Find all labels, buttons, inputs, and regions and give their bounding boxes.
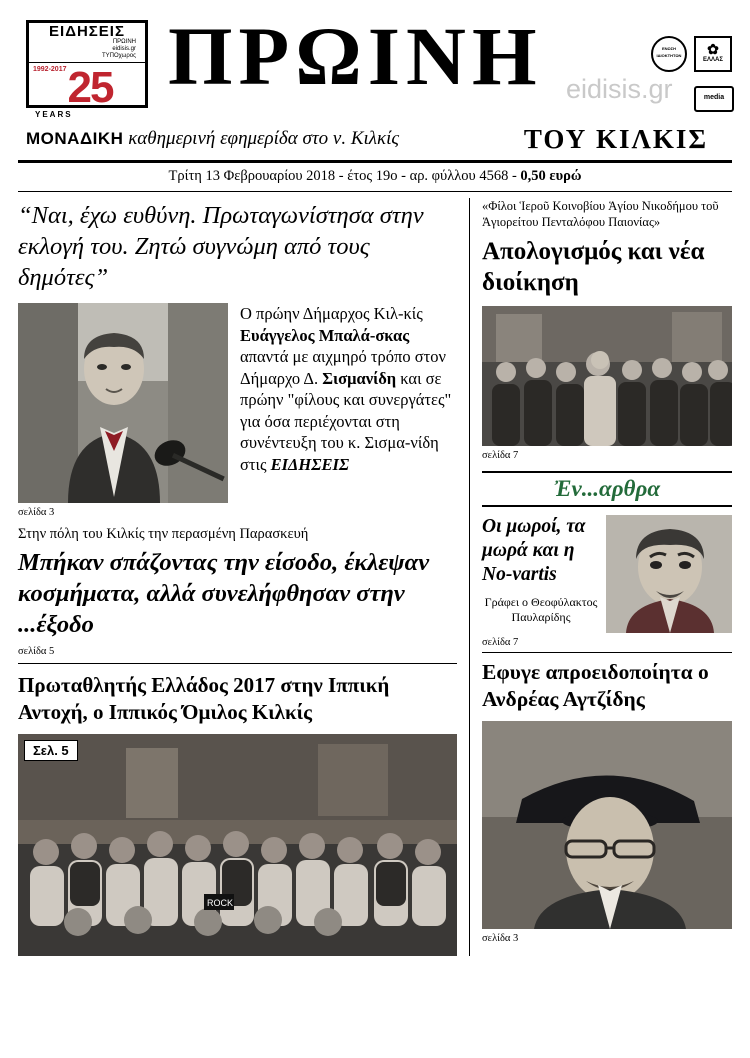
opinion-author-photo-illustration	[606, 515, 732, 633]
subtitle-left	[26, 128, 399, 150]
badge-years-label: YEARS	[35, 110, 73, 119]
masthead	[18, 10, 732, 126]
dateline-divider	[18, 191, 732, 192]
lead-photo	[18, 303, 228, 503]
svg-text:ROCK: ROCK	[207, 898, 234, 908]
story3-photo-illustration	[18, 734, 457, 956]
dateline-price: 0,50 ευρώ	[520, 168, 582, 184]
dateline-text: Τρίτη 13 Φεβρουαρίου 2018 - έτος 19ο - αρ. φύλλου 4568 -	[168, 168, 521, 184]
media-logo-icon	[694, 86, 734, 112]
subtitle-region: ΤΟΥ ΚΙΛΚΙΣ	[523, 124, 708, 154]
lead-body-2: απαντά με αιχμηρό τρόπο στον Δήμαρχο Δ.	[240, 347, 446, 388]
badge-site-label: eidisis.gr	[112, 46, 136, 52]
press-association-icon: ΕΝΩΣΗ ΙΔΙΟΚΤΗΤΩΝ	[651, 36, 687, 72]
opinion-block	[482, 515, 732, 633]
story3-photo	[18, 734, 457, 956]
lead-body-source: ΕΙΔΗΣΕΙΣ	[270, 454, 350, 474]
subtitle-rest: καθημερινή εφημερίδα στο ν. Κιλκίς	[123, 128, 400, 149]
story2-pageref: σελίδα 5	[18, 646, 55, 657]
right-story1-photo-illustration	[482, 306, 732, 446]
right-column	[470, 198, 732, 956]
badge-number: 25	[67, 63, 113, 112]
opinion-text	[482, 515, 600, 633]
opinion-pageref: σελίδα 7	[482, 637, 519, 648]
right-story1-headline: Απολογισμός και νέα διοίκηση	[482, 238, 705, 296]
right-story1-kicker: «Φίλοι Ἱεροῦ Κοινοβίου Ἁγίου Νικοδήμου τοῦ Ἁγιορείτου Πενταλόφου Παιονίας»	[482, 199, 719, 229]
lead-photo-illustration	[18, 303, 228, 503]
badge-proini-label: ΠΡΩΙΝΗ	[112, 39, 136, 45]
opinion-headline: Οι μωροί, τα μωρά και η No-vartis	[482, 516, 586, 585]
badge-years-range: 1992-2017	[33, 66, 67, 73]
badge-eidiseis-label: ΕΙΔΗΣΕΙΣ	[49, 23, 125, 40]
right-story2-pageref: σελίδα 3	[482, 933, 519, 944]
lead-body-3: και σε πρώην "φίλους και συνεργάτες" για όσα περιέχονται στη συνέντευξη του κ. Σισμα-νίδη στις	[240, 368, 452, 474]
dateline	[18, 163, 732, 191]
story3-divider	[18, 663, 457, 664]
lead-body-name-1: Ευάγγελος Μπαλά-σκας	[240, 325, 410, 345]
lead-block	[18, 303, 457, 503]
lead-pageref: σελίδα 3	[18, 507, 55, 518]
right-story1-photo	[482, 306, 732, 446]
subtitle-bold: ΜΟΝΑΔΙΚΗ	[26, 129, 124, 148]
left-column	[18, 198, 470, 956]
right-story2-headline: Εφυγε απροειδοποίητα ο Ανδρέας Αγτζίδης	[482, 660, 709, 711]
greece-emblem-label: ΕΛΛΑΣ	[703, 57, 723, 63]
badge-top	[29, 23, 145, 63]
right-story2-photo-illustration	[482, 721, 732, 929]
right-story2-divider	[482, 652, 732, 653]
story2-kicker: Στην πόλη του Κιλκίς την περασμένη Παρασκευή	[18, 526, 309, 542]
story3-photo-tag: Σελ. 5	[24, 740, 78, 761]
right-story2-photo	[482, 721, 732, 929]
greece-emblem-icon: ✿ ΕΛΛΑΣ	[694, 36, 732, 72]
story2-headline: Μπήκαν σπάζοντας την είσοδο, έκλεψαν κοσμήματα, αλλά συνελήφθησαν στην ...έξοδο	[18, 549, 430, 638]
badge-typochoros-label: ΤΥΠΟχωρος	[102, 53, 136, 59]
opinion-band	[482, 471, 732, 507]
lead-body-1: Ο πρώην Δήμαρχος Κιλ-κίς	[240, 304, 423, 323]
right-story1-pageref: σελίδα 7	[482, 450, 519, 461]
opinion-author-photo	[606, 515, 732, 633]
opinion-band-label: Ἐν...αρθρα	[553, 476, 661, 501]
newspaper-title: ΠΡΩΙΝΗ	[168, 10, 543, 102]
badge-body	[29, 63, 145, 121]
media-logo-label: media	[703, 94, 725, 101]
lead-body-name-2: Σισμανίδη	[322, 368, 397, 388]
subtitle-row	[18, 124, 732, 158]
opinion-byline: Γράφει ο Θεοφύλακτος Παυλαρίδης	[484, 595, 598, 624]
story3-headline: Πρωταθλητής Ελλάδος 2017 στην Ιππική Αντοχή, ο Ιππικός Όμιλος Κιλκίς	[18, 673, 390, 724]
website-label: eidisis.gr	[566, 74, 673, 104]
lead-body	[228, 303, 457, 503]
content-columns	[18, 198, 732, 956]
anniversary-badge	[26, 20, 148, 119]
lead-headline: “Ναι, έχω ευθύνη. Πρωταγωνίστησα στην εκλογή του. Ζητώ συγνώμη από τους δημότες”	[18, 202, 424, 291]
